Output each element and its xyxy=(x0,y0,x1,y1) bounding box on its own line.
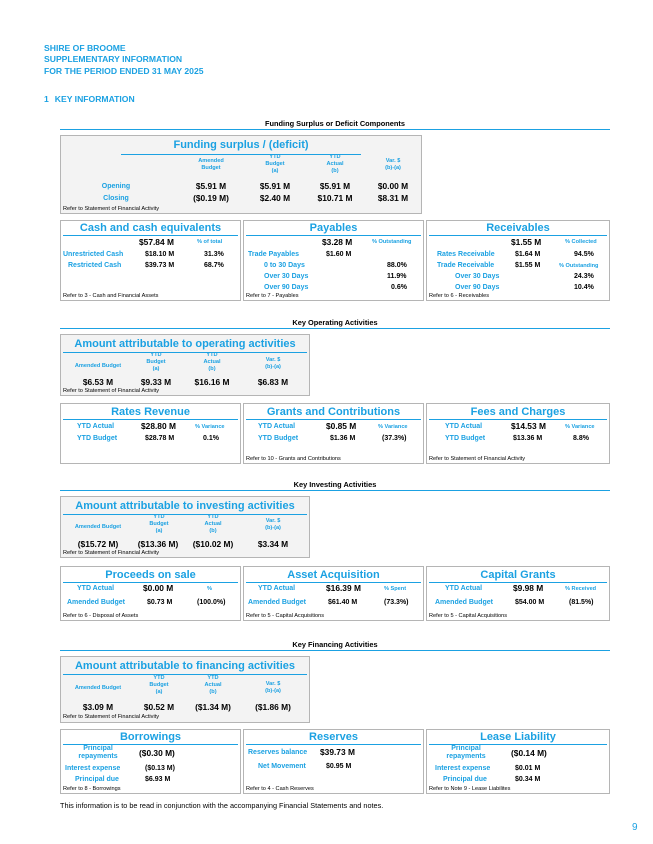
grants-title: Grants and Contributions xyxy=(266,406,401,418)
payables-30-pct: 11.9% xyxy=(387,273,407,280)
financing-col-var: Var. $ (b)-(a) xyxy=(265,681,281,694)
borrowings-ref: Refer to 8 - Borrowings xyxy=(63,786,121,792)
receivables-90-label: Over 90 Days xyxy=(455,284,500,291)
grants-var: (37.3%) xyxy=(382,435,407,442)
grants-panel xyxy=(243,403,424,464)
capital-grants-budget: $54.00 M xyxy=(515,599,545,606)
capital-grants-title: Capital Grants xyxy=(480,569,556,581)
footer-note: This information is to be read in conjunction with the accompanying Financial Statements and notes. xyxy=(60,801,384,810)
reserves-ref: Refer to 4 - Cash Reserves xyxy=(246,786,314,792)
fees-ref: Refer to Statement of Financial Activity xyxy=(429,456,526,462)
cash-pct-head: % of total xyxy=(197,239,223,245)
operating-col-ytd-actual: YTD Actual (b) xyxy=(203,352,221,372)
rates-revenue-underline xyxy=(63,419,238,420)
financing-title: Amount attributable to financing activities xyxy=(74,660,296,672)
funding-opening-amended: $5.91 M xyxy=(195,181,227,191)
cash-restricted-pct: 68.7% xyxy=(204,262,224,269)
lease-liability-panel xyxy=(426,729,610,794)
capital-grants-panel xyxy=(426,566,610,621)
receivables-trade-label: Trade Receivable xyxy=(437,262,495,269)
operating-col-var: Var. $ (b)-(a) xyxy=(265,357,281,370)
receivables-pct-head: % Collected xyxy=(565,239,597,245)
borrowings-panel xyxy=(60,729,241,794)
funding-col-amended: Amended Budget xyxy=(198,158,224,171)
lease-liability-title: Lease Liability xyxy=(480,731,556,743)
cash-title: Cash and cash equivalents xyxy=(79,222,222,234)
section-number: 1 xyxy=(44,94,49,104)
funding-panel xyxy=(60,135,422,214)
lease-interest-label: Interest expense xyxy=(435,765,491,772)
asset-acquisition-actual: $16.39 M xyxy=(326,583,361,593)
cash-unrestricted-label: Unrestricted Cash xyxy=(63,251,124,258)
band-investing: Key Investing Activities xyxy=(60,480,610,491)
operating-amended-value: $6.53 M xyxy=(82,377,114,387)
investing-ref: Refer to Statement of Financial Activity xyxy=(63,550,160,556)
asset-acquisition-pct-head: % Spent xyxy=(384,586,407,592)
org-name: SHIRE OF BROOME xyxy=(44,43,126,53)
fees-underline xyxy=(429,419,607,420)
funding-col-ytd-budget: YTD Budget (a) xyxy=(265,154,285,174)
investing-panel xyxy=(60,496,310,558)
borrowings-interest-label: Interest expense xyxy=(65,765,121,772)
payables-title-underline xyxy=(246,235,421,236)
lease-due-label: Principal due xyxy=(443,776,487,783)
page-number: 9 xyxy=(632,822,638,833)
fees-var-head: % Variance xyxy=(565,424,595,430)
receivables-trade-value: $1.55 M xyxy=(515,262,541,269)
reserves-movement: $0.95 M xyxy=(326,763,352,770)
funding-opening-ytd-budget: $5.91 M xyxy=(259,181,291,191)
lease-ref: Refer to Note 9 - Lease Liabilites xyxy=(429,786,511,792)
reserves-balance-label: Reserves balance xyxy=(248,749,308,756)
financing-var-value: ($1.86 M) xyxy=(255,702,291,712)
proceeds-pct: (100.0%) xyxy=(197,599,226,606)
proceeds-budget-label: Amended Budget xyxy=(67,599,125,606)
funding-closing-ytd-budget: $2.40 M xyxy=(259,193,291,203)
investing-var-value: $3.34 M xyxy=(257,539,289,549)
rates-revenue-title: Rates Revenue xyxy=(111,406,190,418)
capital-grants-pct: (81.5%) xyxy=(569,599,594,606)
rates-revenue-budget: $28.78 M xyxy=(145,435,175,442)
operating-ytd-actual-value: $16.16 M xyxy=(194,377,230,387)
operating-ref: Refer to Statement of Financial Activity xyxy=(63,388,160,394)
grants-actual-label: YTD Actual xyxy=(258,423,296,430)
operating-var-value: $6.83 M xyxy=(257,377,289,387)
funding-closing-var: $8.31 M xyxy=(377,193,409,203)
receivables-30-pct: 24.3% xyxy=(574,273,594,280)
fees-actual-label: YTD Actual xyxy=(445,423,483,430)
cash-unrestricted-pct: 31.3% xyxy=(204,251,224,258)
financing-panel xyxy=(60,656,310,723)
funding-closing-amended: ($0.19 M) xyxy=(193,193,229,203)
fees-panel xyxy=(426,403,610,464)
payables-pct-head: % Outstanding xyxy=(372,239,412,245)
financing-amended-value: $3.09 M xyxy=(82,702,114,712)
grants-var-head: % Variance xyxy=(378,424,408,430)
rates-revenue-budget-label: YTD Budget xyxy=(77,435,118,442)
payables-ref: Refer to 7 - Payables xyxy=(246,293,299,299)
funding-opening-var: $0.00 M xyxy=(377,181,409,191)
section-title: KEY INFORMATION xyxy=(54,94,135,104)
funding-closing-ytd-actual: $10.71 M xyxy=(317,193,353,203)
asset-acquisition-budget-label: Amended Budget xyxy=(248,599,306,606)
report-period: FOR THE PERIOD ENDED 31 MAY 2025 xyxy=(44,65,204,76)
lease-principal: ($0.14 M) xyxy=(511,748,547,758)
funding-title: Funding surplus / (deficit) xyxy=(173,139,309,151)
borrowings-due-label: Principal due xyxy=(75,776,119,783)
payables-total: $3.28 M xyxy=(322,237,353,247)
investing-col-var: Var. $ (b)-(a) xyxy=(265,518,281,531)
fees-title: Fees and Charges xyxy=(470,406,566,418)
grants-actual: $0.85 M xyxy=(326,421,357,431)
payables-0-30-pct: 88.0% xyxy=(387,262,407,269)
receivables-ref: Refer to 6 - Receivables xyxy=(429,293,490,299)
fees-budget: $13.36 M xyxy=(513,435,543,442)
payables-trade-label: Trade Payables xyxy=(248,251,299,258)
asset-acquisition-ref: Refer to 5 - Capital Acquisitions xyxy=(246,613,325,619)
asset-acquisition-budget: $61.40 M xyxy=(328,599,358,606)
cash-total: $57.84 M xyxy=(139,237,174,247)
reserves-panel xyxy=(243,729,424,794)
fees-var: 8.8% xyxy=(573,435,589,442)
financing-col-ytd-actual: YTD Actual (b) xyxy=(204,675,222,695)
investing-col-amended: Amended Budget xyxy=(74,524,122,530)
proceeds-title: Proceeds on sale xyxy=(105,569,196,581)
band-funding: Funding Surplus or Deficit Components xyxy=(60,119,610,130)
rates-revenue-actual: $28.80 M xyxy=(141,421,176,431)
operating-col-ytd-budget: YTD Budget (a) xyxy=(146,352,166,372)
investing-ytd-budget-value: ($13.36 M) xyxy=(137,539,179,549)
funding-opening-label: Opening xyxy=(101,183,131,190)
rates-revenue-panel xyxy=(60,403,241,464)
proceeds-budget: $0.73 M xyxy=(147,599,173,606)
payables-90-label: Over 90 Days xyxy=(264,284,309,291)
fees-actual: $14.53 M xyxy=(511,421,546,431)
payables-panel xyxy=(243,220,424,301)
capital-grants-pct-head: % Received xyxy=(565,586,597,592)
borrowings-interest: ($0.13 M) xyxy=(145,765,175,772)
receivables-outstanding-head: % Outstanding xyxy=(559,263,599,269)
lease-interest: $0.01 M xyxy=(515,765,541,772)
reserves-balance: $39.73 M xyxy=(320,747,355,757)
receivables-rates-pct: 94.5% xyxy=(574,251,594,258)
payables-90-pct: 0.6% xyxy=(391,284,407,291)
payables-title: Payables xyxy=(309,222,358,234)
proceeds-panel xyxy=(60,566,241,621)
investing-title: Amount attributable to investing activities xyxy=(75,500,295,512)
capital-grants-ref: Refer to 5 - Capital Acquisitions xyxy=(429,613,508,619)
band-operating: Key Operating Activities xyxy=(60,318,610,329)
report-header xyxy=(44,43,204,77)
receivables-title-underline xyxy=(429,235,607,236)
cash-restricted-label: Restricted Cash xyxy=(68,262,122,269)
cash-ref: Refer to 3 - Cash and Financial Assets xyxy=(63,293,159,299)
investing-col-ytd-actual: YTD Actual (b) xyxy=(204,514,222,534)
financing-ref: Refer to Statement of Financial Activity xyxy=(63,714,160,720)
capital-grants-budget-label: Amended Budget xyxy=(435,599,493,606)
funding-col-var: Var. $ (b)-(a) xyxy=(385,158,401,171)
lease-principal-label: Principal repayments xyxy=(446,745,486,760)
cash-restricted-value: $39.73 M xyxy=(145,262,175,269)
receivables-90-pct: 10.4% xyxy=(574,284,594,291)
financing-col-ytd-budget: YTD Budget (a) xyxy=(149,675,169,695)
asset-acquisition-pct: (73.3%) xyxy=(384,599,409,606)
cash-panel xyxy=(60,220,241,301)
proceeds-ref: Refer to 6 - Disposal of Assets xyxy=(63,613,139,619)
payables-0-30-label: 0 to 30 Days xyxy=(264,262,305,269)
receivables-rates-label: Rates Receivable xyxy=(437,251,495,258)
funding-ref: Refer to Statement of Financial Activity xyxy=(63,206,160,212)
proceeds-actual: $0.00 M xyxy=(143,583,174,593)
receivables-30-label: Over 30 Days xyxy=(455,273,500,280)
funding-opening-ytd-actual: $5.91 M xyxy=(319,181,351,191)
payables-trade-value: $1.60 M xyxy=(326,251,352,258)
asset-acquisition-title: Asset Acquisition xyxy=(287,569,380,581)
investing-col-ytd-budget: YTD Budget (a) xyxy=(149,514,169,534)
financing-col-amended: Amended Budget xyxy=(74,685,122,691)
operating-panel xyxy=(60,334,310,396)
asset-acquisition-panel xyxy=(243,566,424,621)
operating-title: Amount attributable to operating activities xyxy=(74,338,296,350)
financing-ytd-actual-value: ($1.34 M) xyxy=(195,702,231,712)
borrowings-due: $6.93 M xyxy=(145,776,171,783)
borrowings-principal: ($0.30 M) xyxy=(139,748,175,758)
capital-grants-actual: $9.98 M xyxy=(513,583,544,593)
rates-revenue-var: 0.1% xyxy=(203,435,219,442)
grants-underline xyxy=(246,419,421,420)
cash-unrestricted-value: $18.10 M xyxy=(145,251,175,258)
receivables-total: $1.55 M xyxy=(511,237,542,247)
section-heading xyxy=(44,94,141,104)
rates-revenue-actual-label: YTD Actual xyxy=(77,423,115,430)
operating-ytd-budget-value: $9.33 M xyxy=(140,377,172,387)
reserves-title: Reserves xyxy=(309,731,358,743)
receivables-rates-value: $1.64 M xyxy=(515,251,541,258)
capital-grants-actual-label: YTD Actual xyxy=(445,585,483,592)
payables-30-label: Over 30 Days xyxy=(264,273,309,280)
rates-revenue-var-head: % Variance xyxy=(195,424,225,430)
reserves-underline xyxy=(246,744,421,745)
lease-due: $0.34 M xyxy=(515,776,541,783)
fees-budget-label: YTD Budget xyxy=(445,435,486,442)
investing-ytd-actual-value: ($10.02 M) xyxy=(192,539,234,549)
proceeds-actual-label: YTD Actual xyxy=(77,585,115,592)
borrowings-title: Borrowings xyxy=(119,731,182,743)
cash-title-underline xyxy=(63,235,238,236)
report-title: SUPPLEMENTARY INFORMATION xyxy=(44,54,183,65)
funding-closing-label: Closing xyxy=(103,195,129,202)
grants-budget: $1.36 M xyxy=(330,435,356,442)
grants-budget-label: YTD Budget xyxy=(258,435,299,442)
proceeds-pct-head: % xyxy=(207,586,212,592)
financing-ytd-budget-value: $0.52 M xyxy=(143,702,175,712)
grants-ref: Refer to 10 - Grants and Contributions xyxy=(246,456,341,462)
funding-col-ytd-actual: YTD Actual (b) xyxy=(326,154,344,174)
borrowings-principal-label: Principal repayments xyxy=(78,745,118,760)
operating-col-amended: Amended Budget xyxy=(74,363,122,369)
receivables-panel xyxy=(426,220,610,301)
asset-acquisition-actual-label: YTD Actual xyxy=(258,585,296,592)
investing-amended-value: ($15.72 M) xyxy=(77,539,119,549)
reserves-movement-label: Net Movement xyxy=(258,763,306,770)
receivables-title: Receivables xyxy=(486,222,550,234)
band-financing: Key Financing Activities xyxy=(60,640,610,651)
